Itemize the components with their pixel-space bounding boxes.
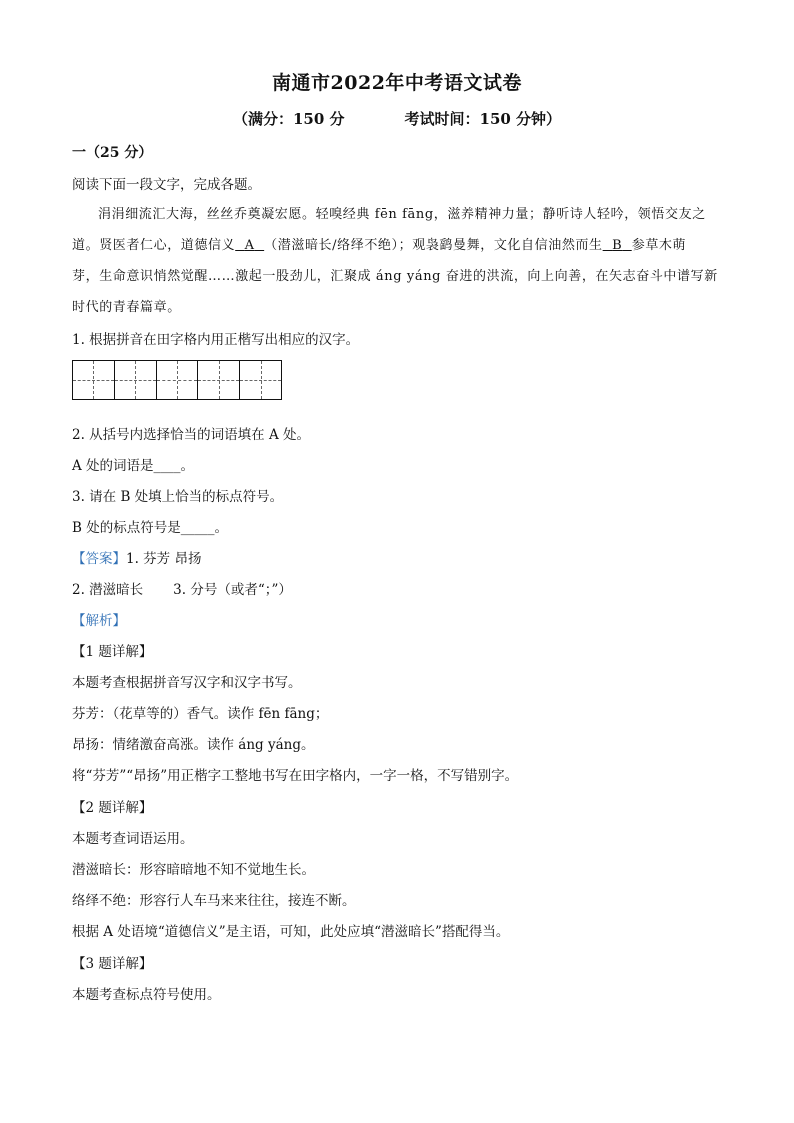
grid-cell[interactable] (240, 361, 281, 399)
question-2-answer-line: A 处的词语是____。 (72, 458, 195, 474)
grid-cell[interactable] (73, 361, 115, 399)
answer-line-2 (72, 578, 292, 598)
grid-cell[interactable] (198, 361, 240, 399)
answer-2: 2. 潜滋暗长 (72, 582, 144, 598)
detail-1-line-1: 本题考查根据拼音写汉字和汉字书写。 (72, 675, 302, 691)
page-title: 南通市2022年中考语文试卷 (272, 72, 522, 94)
detail-2-line-3: 络绎不绝：形容行人车马来来往往，接连不断。 (72, 893, 356, 909)
answer-line (72, 547, 201, 567)
answer-label: 【答案】 (72, 551, 126, 567)
grid-cell[interactable] (115, 361, 157, 399)
passage-line-4: 时代的青春篇章。 (72, 300, 181, 315)
passage-line-3: 芽，生命意识悄然觉醒……激起一股劲儿，汇聚成 áng yáng 奋进的洪流，向上向善，在矢志奋斗中谱写新 (72, 269, 718, 284)
detail-2-line-4: 根据 A 处语境“道德信义”是主语，可知，此处应填“潜滋暗长”搭配得当。 (72, 924, 510, 940)
detail-2-heading: 【2 题详解】 (72, 800, 153, 816)
detail-2-line-2: 潜滋暗长：形容暗暗地不知不觉地生长。 (72, 862, 315, 878)
detail-3-heading: 【3 题详解】 (72, 956, 153, 972)
analysis-label: 【解析】 (72, 613, 126, 629)
question-3-answer-line: B 处的标点符号是_____。 (72, 520, 228, 536)
question-2: 2. 从括号内选择恰当的词语填在 A 处。 (72, 427, 311, 443)
detail-2-line-1: 本题考查词语运用。 (72, 831, 194, 847)
blank-b: B (612, 238, 623, 253)
answer-1: 1. 芬芳 昂扬 (126, 551, 202, 567)
tianzige-grid[interactable] (72, 360, 282, 400)
detail-1-heading: 【1 题详解】 (72, 644, 153, 660)
passage-line-2: 道。贤医者仁心，道德信义 A （潜滋暗长/络绎不绝）；观袅鹞曼舞，文化自信油然而生 B 参草木萌 (72, 238, 687, 253)
passage-line-1: 涓涓细流汇大海，丝丝乔奠凝宏愿。轻嗅经典 fēn fāng，滋养精神力量；静听诗人轻吟，领悟交友之 (98, 207, 706, 222)
detail-1-line-3: 昂扬：情绪激奋高涨。读作 áng yáng。 (72, 737, 315, 753)
detail-1-line-4: 将“芬芳”“昂扬”用正楷字工整地书写在田字格内，一字一格，不写错别字。 (72, 768, 519, 784)
detail-3-line-1: 本题考查标点符号使用。 (72, 987, 221, 1003)
exam-subtitle (0, 108, 794, 129)
score-info: （满分：150 分 (232, 110, 345, 128)
grid-cell[interactable] (157, 361, 199, 399)
detail-1-line-2: 芬芳：（花草等的）香气。读作 fēn fāng； (72, 706, 329, 722)
instruction: 阅读下面一段文字，完成各题。 (72, 177, 261, 193)
blank-a: A (244, 238, 255, 253)
time-info: 考试时间：150 分钟） (404, 110, 562, 128)
question-3: 3. 请在 B 处填上恰当的标点符号。 (72, 489, 284, 505)
section-header: 一（25 分） (72, 145, 153, 161)
answer-3: 3. 分号（或者“；”） (173, 582, 292, 598)
question-1: 1. 根据拼音在田字格内用正楷写出相应的汉字。 (72, 332, 360, 348)
